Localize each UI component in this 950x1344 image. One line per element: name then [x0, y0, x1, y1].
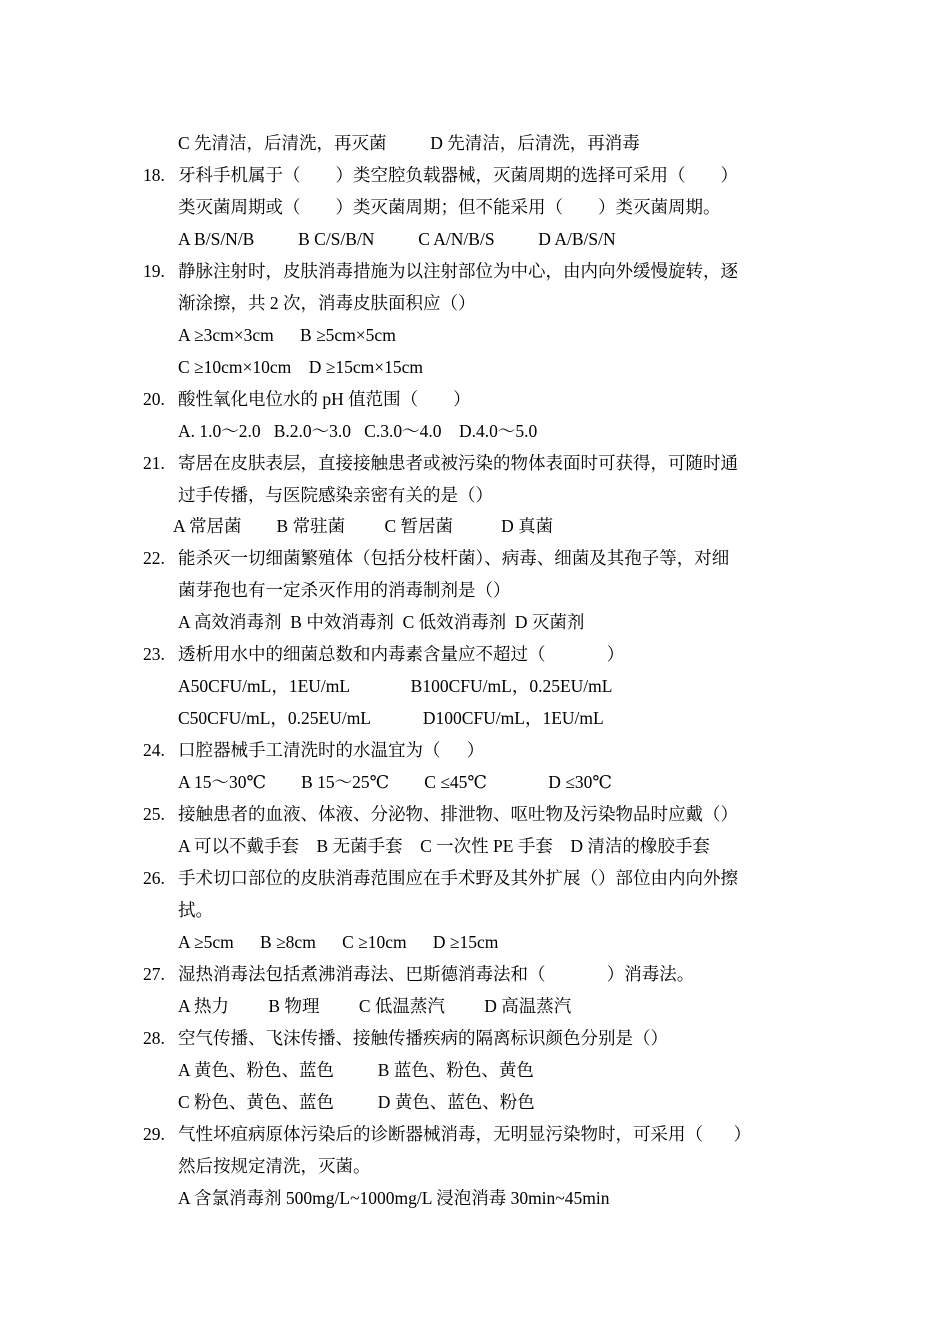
q18-number: 18.	[143, 165, 165, 185]
q19-text-line2: 渐涂擦，共 2 次，消毒皮肤面积应（）	[178, 293, 476, 313]
q23-number: 23.	[143, 644, 165, 664]
q19-options-ab: A ≥3cm×3cm B ≥5cm×5cm	[178, 325, 396, 345]
q17-options-cd: C 先清洁，后清洗，再灭菌 D 先清洁，后清洗，再消毒	[178, 133, 640, 153]
q19-options-cd: C ≥10cm×10cm D ≥15cm×15cm	[178, 357, 424, 377]
q21-number: 21.	[143, 453, 165, 473]
q22-text-line2: 菌芽孢也有一定杀灭作用的消毒制剂是（）	[178, 580, 511, 600]
q28-options-cd: C 粉色、黄色、蓝色 D 黄色、蓝色、粉色	[178, 1092, 535, 1112]
q22-number: 22.	[143, 548, 165, 568]
q21-options: A 常居菌 B 常驻菌 C 暂居菌 D 真菌	[173, 516, 554, 536]
q22-options: A 高效消毒剂 B 中效消毒剂 C 低效消毒剂 D 灭菌剂	[178, 612, 585, 632]
q24-text: 口腔器械手工清洗时的水温宜为（ ）	[178, 740, 485, 760]
q20-number: 20.	[143, 389, 165, 409]
q26-options: A ≥5cm B ≥8cm C ≥10cm D ≥15cm	[178, 932, 499, 952]
q26-number: 26.	[143, 868, 165, 888]
q19-text-line1: 静脉注射时，皮肤消毒措施为以注射部位为中心，由内向外缓慢旋转，逐	[178, 261, 738, 281]
q27-number: 27.	[143, 964, 165, 984]
q28-number: 28.	[143, 1028, 165, 1048]
q19-number: 19.	[143, 261, 165, 281]
q20-text: 酸性氧化电位水的 pH 值范围（ ）	[178, 389, 471, 409]
q29-text-line2: 然后按规定清洗，灭菌。	[178, 1156, 371, 1176]
q29-text-line1: 气性坏疽病原体污染后的诊断器械消毒，无明显污染物时，可采用（ ）	[178, 1124, 752, 1144]
q20-options: A. 1.0～2.0 B.2.0～3.0 C.3.0～4.0 D.4.0～5.0	[178, 421, 538, 441]
q28-options-ab: A 黄色、粉色、蓝色 B 蓝色、粉色、黄色	[178, 1060, 534, 1080]
q29-option-a: A 含氯消毒剂 500mg/L~1000mg/L 浸泡消毒 30min~45min	[178, 1188, 610, 1208]
q23-options-cd: C50CFU/mL，0.25EU/mL D100CFU/mL，1EU/mL	[178, 708, 604, 728]
q25-number: 25.	[143, 804, 165, 824]
q25-options: A 可以不戴手套 B 无菌手套 C 一次性 PE 手套 D 清洁的橡胶手套	[178, 836, 710, 856]
q24-number: 24.	[143, 740, 165, 760]
q23-text: 透析用水中的细菌总数和内毒素含量应不超过（ ）	[178, 644, 625, 664]
q27-text: 湿热消毒法包括煮沸消毒法、巴斯德消毒法和（ ）消毒法。	[178, 964, 695, 984]
q21-text-line2: 过手传播，与医院感染亲密有关的是（）	[178, 485, 493, 505]
q28-text: 空气传播、飞沫传播、接触传播疾病的隔离标识颜色分别是（）	[178, 1028, 668, 1048]
q18-text-line2: 类灭菌周期或（ ）类灭菌周期；但不能采用（ ）类灭菌周期。	[178, 197, 721, 217]
q27-options: A 热力 B 物理 C 低温蒸汽 D 高温蒸汽	[178, 996, 572, 1016]
q29-number: 29.	[143, 1124, 165, 1144]
q23-options-ab: A50CFU/mL，1EU/mL B100CFU/mL，0.25EU/mL	[178, 676, 613, 696]
q26-text-line2: 拭。	[178, 900, 213, 920]
q18-text-line1: 牙科手机属于（ ）类空腔负载器械，灭菌周期的选择可采用（ ）	[178, 165, 738, 185]
q25-text: 接触患者的血液、体液、分泌物、排泄物、呕吐物及污染物品时应戴（）	[178, 804, 738, 824]
q18-options: A B/S/N/B B C/S/B/N C A/N/B/S D A/B/S/N	[178, 229, 616, 249]
q26-text-line1: 手术切口部位的皮肤消毒范围应在手术野及其外扩展（）部位由内向外擦	[178, 868, 738, 888]
q21-text-line1: 寄居在皮肤表层，直接接触患者或被污染的物体表面时可获得，可随时通	[178, 453, 738, 473]
q22-text-line1: 能杀灭一切细菌繁殖体（包括分枝杆菌）、病毒、细菌及其孢子等，对细	[178, 548, 730, 568]
q24-options: A 15～30℃ B 15～25℃ C ≤45℃ D ≤30℃	[178, 772, 612, 792]
